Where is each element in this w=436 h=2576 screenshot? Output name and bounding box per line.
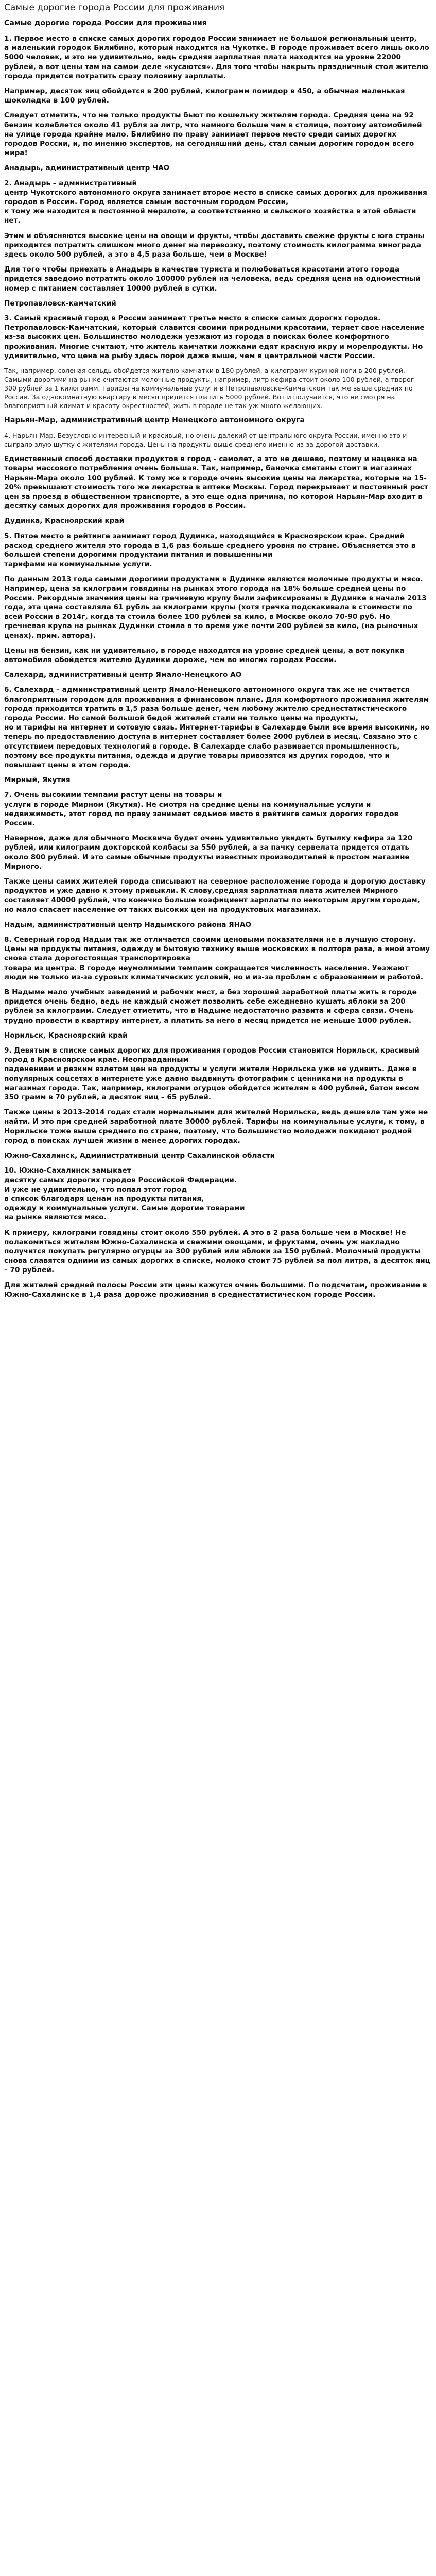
article-paragraph: По данным 2013 года самыми дорогими продуктами в Дудинке являются молочные продукты и мясо. Например, цена за килограмм говядины на рынках этого города на 18% больше средней цены по России. Рекордные значения цены на гречневую крупу были зафиксированы в Дудинке в начале 2013 года, эта цена составляла 61 рубль за килограмм крупы (хотя гречка подскакивала в стоимости по всей России в 2014г, когда та стоила более 100 рублей за кило, в Москве около 70-90 руб. Но гречневая крупа на рынках Дудинки стоила в то время уже почти 200 рублей за кило, (на рыночных ценах). прим. автора).: [4, 575, 427, 640]
article-paragraph: Южно-Сахалинск, Административный центр Сахалинской области: [4, 1151, 275, 1160]
article-paragraph: Надым, административный центр Надымского района ЯНАО: [4, 920, 252, 929]
article-body: [4, 19, 431, 1299]
article-paragraph: 8. Северный город Надым так же отличается своими ценовыми показателями не в лучшую сторону. Цены на продукты питания, одежду и бытовую технику выше московских в полтора раза, а иной этому снова стала дорогостоящая транспортировка товара из центра. В городе неумолимыми темпами сокращается численность населения. Уезжают люди не только из-за суровых климатических условий, но и из-за проблем с образованием и работой.: [4, 936, 430, 981]
article-paragraph: Дудинка, Красноярский край: [4, 517, 125, 526]
article-paragraph: Единственный способ доставки продуктов в город - самолет, а это не дешево, поэтому и наценка на товары массового потребления очень большая. Так, например, баночка сметаны стоит в магазинах Нарьян-Мара около 100 рублей. К тому же в городе очень высокие цены на лекарства, которые на 15-20% превышают стоимость того же лекарства в аптеке Москвы. Город перекрывает и постоянный рост цен за проезд в общественном транспорте, а это еще одна причина, по которой Нарьян-Мар входит в десятку самых дорогих для проживания городов в России.: [4, 455, 428, 511]
article-paragraph: 3. Самый красивый город в России занимает третье место в списке самых дорогих городов. Петропавловск-Камчатский, который славится своими природными красотами, теряет свое население из-за высоких цен. Большинство молодежи уезжают из города в поисках более комфортного проживания. Многие считают, что житель камчатки ложками едят красную икру и морепродукты. Но удивительно, что цена на рыбу здесь порой даже выше, чем в центральной части России.: [4, 314, 425, 360]
article-paragraph: Также цены в 2013-2014 годах стали нормальными для жителей Норильска, ведь дешевле там уже не найти. И это при средней заработной плате 30000 рублей. Тарифы на коммунальные услуги, к тому, в Норильске тоже выше среднего по стране, поэтому, что большинство молодежи покидают родной город в поисках лучшей жизни в менее дорогих городах.: [4, 1108, 428, 1145]
article-paragraph: 10. Южно-Сахалинск замыкает десятку самых дорогих городов Российской Федерации. И уже не удивительно, что попал этот город в список благодаря ценам на продукты питания, одежду и коммунальные услуги. Самые дорогие товарами на рынке являются мясо.: [4, 1166, 245, 1222]
article-paragraph: 1. Первое место в списке самых дорогих городов России занимает не большой региональный центр, а маленький городок Билибино, который находится на Чукотке. В городе проживает всего лишь около 5000 человек, и это не удивительно, ведь средняя зарплатная плата находится на уровне 22000 рублей, а вот цены там на самом деле «кусаются». Для того чтобы накрыть праздничный стол жителю города придется потратить сразу половину зарплаты.: [4, 35, 429, 80]
article-paragraph: Для того чтобы приехать в Анадырь в качестве туриста и полюбоваться красотами этого города придется заведомо потратить около 100000 рублей на человека, ведь средняя цена на одноместный номер с питанием составляет 10000 рублей в сутки.: [4, 265, 421, 293]
article-paragraph: Петропавловск-камчатский: [4, 299, 116, 308]
article-paragraph: 5. Пятое место в рейтинге занимает город Дудинка, находящийся в Красноярском крае. Средний расход среднего жителя это города в 1,6 раз больше среднего уровня по стране. Объясняется это в большей степени дорогими продуктами питания и повышенными тарифами на коммунальные услуги.: [4, 532, 416, 569]
article-paragraph: К примеру, килограмм говядины стоит около 550 рублей. А это в 2 раза больше чем в Москве! Не полакомиться жителям Южно-Сахалинска и свежими овощами, и фруктами, очень уж накладно получится покупать регулярно огурцы за 300 рублей или яблоки за 150 рублей. Молочный продукты снова славятся одними из самых дорогих в списке, молоко стоит 75 рублей за пол литра, а десяток яиц – 70 рублей.: [4, 1228, 430, 1275]
article-paragraph: 9. Девятым в списке самых дорогих для проживания городов России становится Норильск, красивый город в Красноярском крае. Неоправданным паденением и резким взлетом цен на продукты и услуги жители Норильска уже не удивить. Даже в популярных соцсетях в интернете уже давно выдвинуть фотографии с ценниками на продукты в магазинах города. Так, например, килограмм огурцов обойдется жителям в 400 рублей, батон весом 350 грамм в 70 рублей, а десяток яиц – 65 рублей.: [4, 1046, 420, 1102]
section-heading: Нарьян-Мар, административный центр Ненецкого автономного округа: [4, 416, 305, 425]
article-paragraph: 6. Салехард – административный центр Ямало-Ненецкого автономного округа так же не считается благоприятным городом для проживания в финансовом плане. Для комфортного проживания жителям города приходится тратить в 1,5 раза больше денег, чем любому жителю среднестатистического города России. Но самой большой бедой жителей стали не только цены на продукты, но и тарифы на интернет и сотовую связь. Интернет-тарифы в Салехарде были все время высокими, но теперь по предоставлению доступа в интернет составляет более 2000 рублей в месяц. Связано это с отсутствием передовых технологий в городе. В Салехарде слабо развивается промышленность, поэтому все продукты питания, одежда и другие товары привозятся из других городов, что и повышает цены в этом городе.: [4, 686, 430, 769]
article-paragraph: 4. Нарьян-Мар. Безусловно интересный и красивый, но очень далекий от центрального округа России, именно это и сыграло злую шутку с жителями города. Цены на продукты выше среднего именно из-за дорогой доставки.: [4, 432, 407, 449]
article-paragraph: Так, например, соленая сельдь обойдется жителю камчатки в 180 рублей, а килограмм куриной ноги в 200 рублей. Самыми дорогими на рынке считаются молочные продукты, например, литр кефира стоит около 100 рублей, а творог – 300 рублей за 1 килограмм. Тарифы на коммунальные услуги в Петропавловске-Камчатском так же выше средних по России. За однокомнатную квартиру в месяц придется платить 5000 рублей. Вот и получается, что не смотря на благоприятный климат и красоту окрестностей, жить в городе не так уж много желающих.: [4, 367, 420, 410]
article-paragraph: Также цены самих жителей города списывают на северное расположение города и дорогую доставку продуктов и уже давно к этому привыкли. К слову,средняя зарплатная плата жителей Мирного составляет 40000 рублей, что конечно больше коэфициент зарплаты по некоторым другим городам, но мало спасает население от таких высоких цен на продуктовых магазинах.: [4, 877, 426, 914]
article-paragraph: Анадырь, административный центр ЧАО: [4, 164, 170, 173]
article-paragraph: 2. Анадырь – административный центр Чукотского автономного округа занимает второе место в списке самых дорогих для проживания городов в России. Город является самым восточным городом России, к тому же находится в постоянной мерзлоте, а соответственно и сельского хозяйства в этой области нет.: [4, 179, 427, 225]
article-paragraph: Этим и объясняются высокие цены на овощи и фрукты, чтобы доставить свежие фрукты с юга страны приходится потратить слишком много денег на перевозку, поэтому стоимость килограмма винограда здесь около 500 рублей, а это в 4,5 раза больше, чем в Москве!: [4, 231, 425, 259]
article-paragraph: Следует отметить, что не только продукты бьют по кошельку жителям города. Средняя цена на 92 бензин колеблется около 41 рубля за литр, что намного больше чем в столице, поэтому автомобилей на улице города крайне мало. Билибино по праву занимает первое место среди самых дорогих городов России, и, по мнению экспертов, на сегодняшний день, стал самым дорогим городом всего мира!: [4, 111, 422, 158]
article-paragraph: Салехард, административный центр Ямало-Ненецкого АО: [4, 671, 242, 680]
article-paragraph: В Надыме мало учебных заведений и рабочих мест, а без хорошей заработной платы жить в городе придется очень бедно, ведь не каждый сможет позволить себе ежедневно кушать яблоки за 200 рублей за килограмм. Следует отметить, что в Надыме недостаточно развита и сфера связи. Очень трудно провести в квартиру интернет, а платить за него в месяц придется не меньше 1000 рублей.: [4, 988, 417, 1025]
article-paragraph: Наверное, даже для обычного Москвича будет очень удивительно увидеть бутылку кефира за 120 рублей, или килограмм докторской колбасы за 550 рублей, а за пачку сервелата придется отдать около 800 рублей. И это самые обычные продукты известных производителей в простом магазине Мирного.: [4, 834, 413, 871]
article-paragraph: Цены на бензин, как ни удивительно, в городе находятся на уровне средней цены, а вот покупка автомобиля обойдется жителю Дудинки дороже, чем во многих городах России.: [4, 646, 405, 664]
article-paragraph: Норильск, Красноярский край: [4, 1031, 128, 1040]
article-paragraph: 7. Очень высокими темпами растут цены на товары и услуги в городе Мирном (Якутия). Не смотря на средние цены на коммунальные услуги и недвижимость, этот город по праву занимает седьмое место в рейтинге самых дорогих городов России.: [4, 791, 399, 827]
section-heading: Самые дорогие города России для проживания: [4, 19, 207, 27]
article-paragraph: Мирный, Якутия: [4, 776, 71, 785]
page-title: Самые дорогие города России для проживания: [4, 3, 225, 13]
article-paragraph: Для жителей средней полосы России эти цены кажутся очень большими. По подсчетам, проживание в Южно-Сахалинске в 1,4 раза дороже проживания в среднестатистическом городе России.: [4, 1281, 427, 1299]
article-paragraph: Например, десяток яиц обойдется в 200 рублей, килограмм помидор в 450, а обычная маленькая шоколадка в 100 рублей.: [4, 87, 405, 105]
